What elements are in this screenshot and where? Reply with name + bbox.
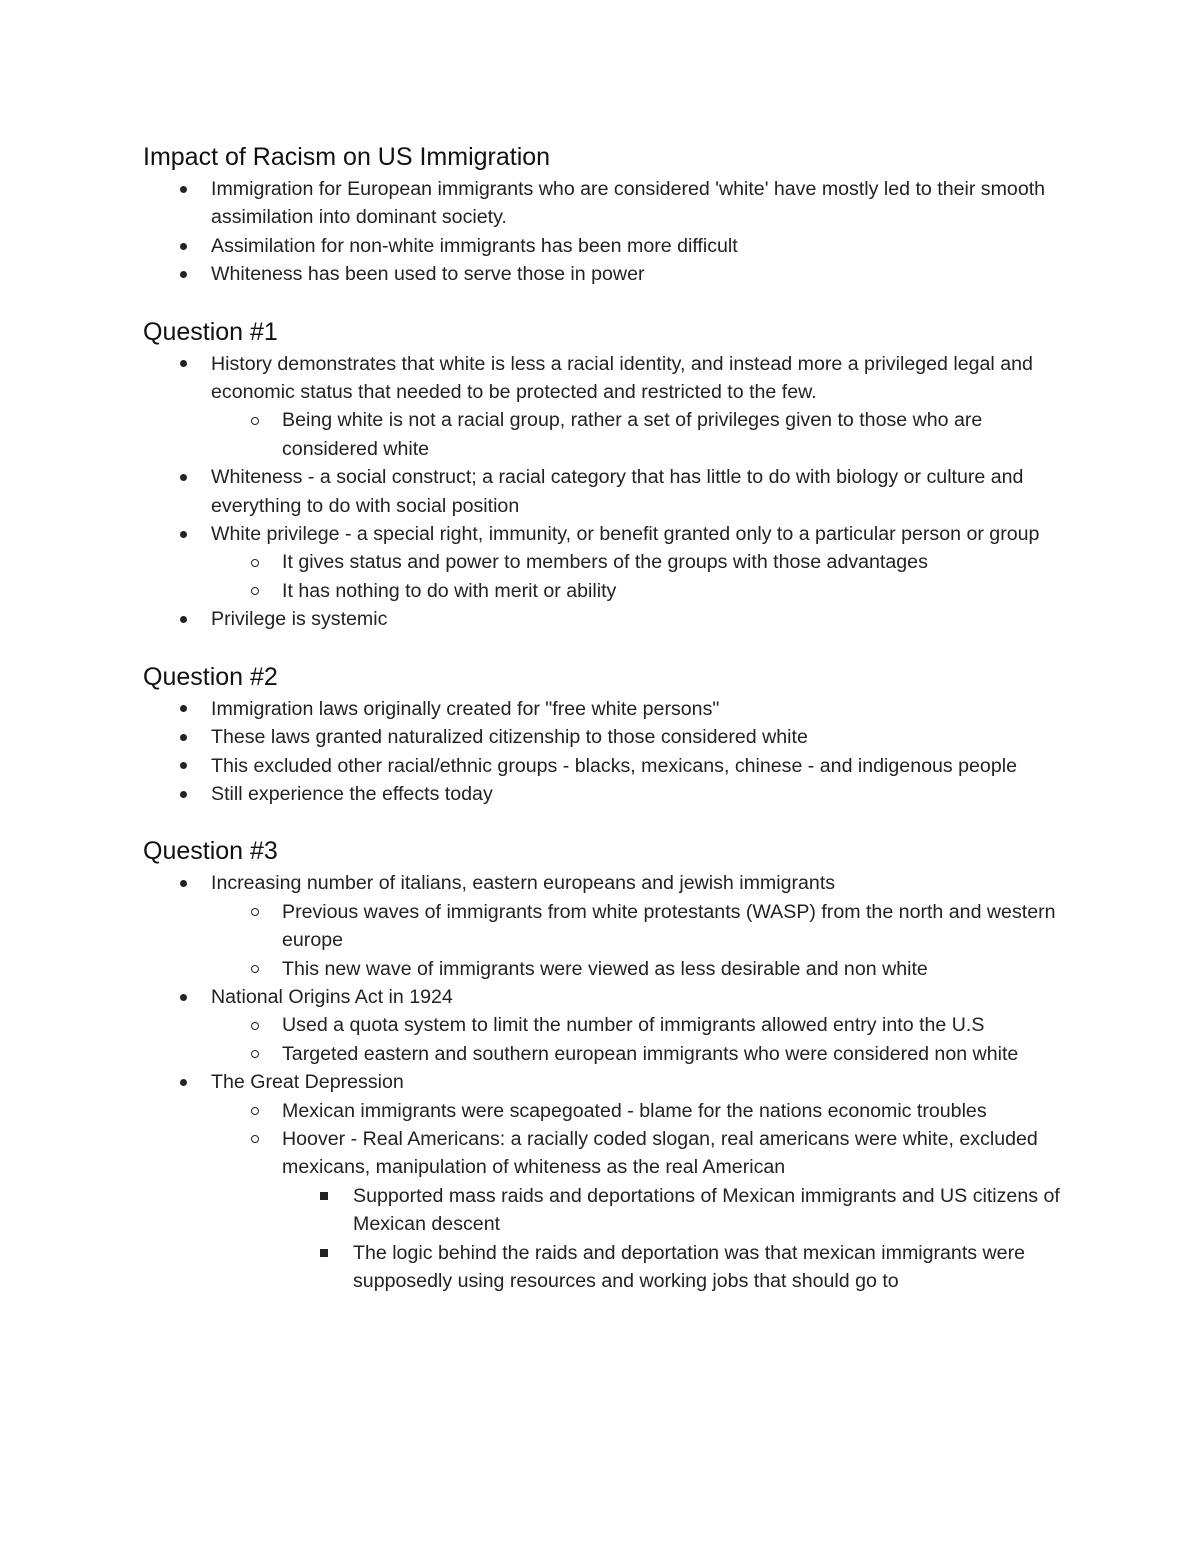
bullet-circle-icon — [248, 955, 262, 983]
bullet-circle-icon — [248, 1125, 262, 1153]
bullet-circle-icon — [248, 1040, 262, 1068]
list-item: Immigration for European immigrants who are considered 'white' have mostly led to their smooth assimilation into dominant society. — [143, 175, 1073, 232]
list-item: Assimilation for non-white immigrants has been more difficult — [143, 232, 1073, 260]
bullet-dot-icon — [176, 695, 190, 723]
list-item: This new wave of immigrants were viewed as less desirable and non white — [143, 955, 1073, 983]
list-item: Previous waves of immigrants from white protestants (WASP) from the north and western europe — [143, 898, 1073, 955]
list-item: Whiteness has been used to serve those in power — [143, 260, 1073, 288]
list-item: White privilege - a special right, immunity, or benefit granted only to a particular person or group — [143, 520, 1073, 548]
bullet-dot-icon — [176, 780, 190, 808]
list-item: This excluded other racial/ethnic groups - blacks, mexicans, chinese - and indigenous people — [143, 752, 1073, 780]
list-item: Whiteness - a social construct; a racial category that has little to do with biology or culture and everything to do with social position — [143, 463, 1073, 520]
bullet-circle-icon — [248, 1011, 262, 1039]
list-item: Still experience the effects today — [143, 780, 1073, 808]
list-item: Targeted eastern and southern european immigrants who were considered non white — [143, 1040, 1073, 1068]
section-title: Question #1 — [143, 317, 278, 346]
list-item: Immigration laws originally created for "free white persons" — [143, 695, 1073, 723]
list-item: It gives status and power to members of the groups with those advantages — [143, 548, 1073, 576]
list-item: History demonstrates that white is less a racial identity, and instead more a privileged legal and economic status that needed to be protected and restricted to the few. — [143, 350, 1073, 407]
section-title: Question #2 — [143, 662, 278, 691]
bullet-dot-icon — [176, 350, 190, 378]
list-item: Hoover - Real Americans: a racially coded slogan, real americans were white, excluded mexicans, manipulation of whiteness as the real American — [143, 1125, 1073, 1182]
bullet-dot-icon — [176, 752, 190, 780]
bullet-dot-icon — [176, 260, 190, 288]
bullet-list — [143, 869, 1073, 1295]
section-title: Impact of Racism on US Immigration — [143, 143, 551, 171]
list-item: Used a quota system to limit the number of immigrants allowed entry into the U.S — [143, 1011, 1073, 1039]
list-item: National Origins Act in 1924 — [143, 983, 1073, 1011]
bullet-dot-icon — [176, 869, 190, 897]
bullet-list — [143, 175, 1073, 289]
section-impact — [143, 140, 1073, 289]
bullet-dot-icon — [176, 520, 190, 548]
bullet-dot-icon — [176, 1068, 190, 1096]
list-item: Being white is not a racial group, rather a set of privileges given to those who are considered white — [143, 406, 1073, 463]
bullet-circle-icon — [248, 1097, 262, 1125]
bullet-dot-icon — [176, 463, 190, 491]
list-item: Increasing number of italians, eastern europeans and jewish immigrants — [143, 869, 1073, 897]
list-item: Privilege is systemic — [143, 605, 1073, 633]
list-item: The Great Depression — [143, 1068, 1073, 1096]
list-item: Supported mass raids and deportations of Mexican immigrants and US citizens of Mexican descent — [143, 1182, 1073, 1239]
bullet-circle-icon — [248, 898, 262, 926]
section-question-1 — [143, 315, 1073, 634]
list-item: Mexican immigrants were scapegoated - blame for the nations economic troubles — [143, 1097, 1073, 1125]
section-question-3 — [143, 834, 1073, 1295]
section-question-2 — [143, 660, 1073, 809]
document-page — [143, 140, 1073, 1295]
list-item: It has nothing to do with merit or ability — [143, 577, 1073, 605]
section-title: Question #3 — [143, 837, 278, 866]
bullet-list — [143, 350, 1073, 634]
bullet-list — [143, 695, 1073, 809]
bullet-dot-icon — [176, 175, 190, 203]
bullet-dot-icon — [176, 605, 190, 633]
bullet-square-icon — [317, 1239, 331, 1267]
bullet-circle-icon — [248, 577, 262, 605]
list-item: These laws granted naturalized citizenship to those considered white — [143, 723, 1073, 751]
bullet-circle-icon — [248, 406, 262, 434]
bullet-circle-icon — [248, 548, 262, 576]
bullet-square-icon — [317, 1182, 331, 1210]
list-item: The logic behind the raids and deportation was that mexican immigrants were supposedly using resources and working jobs that should go to — [143, 1239, 1073, 1296]
bullet-dot-icon — [176, 723, 190, 751]
bullet-dot-icon — [176, 983, 190, 1011]
bullet-dot-icon — [176, 232, 190, 260]
